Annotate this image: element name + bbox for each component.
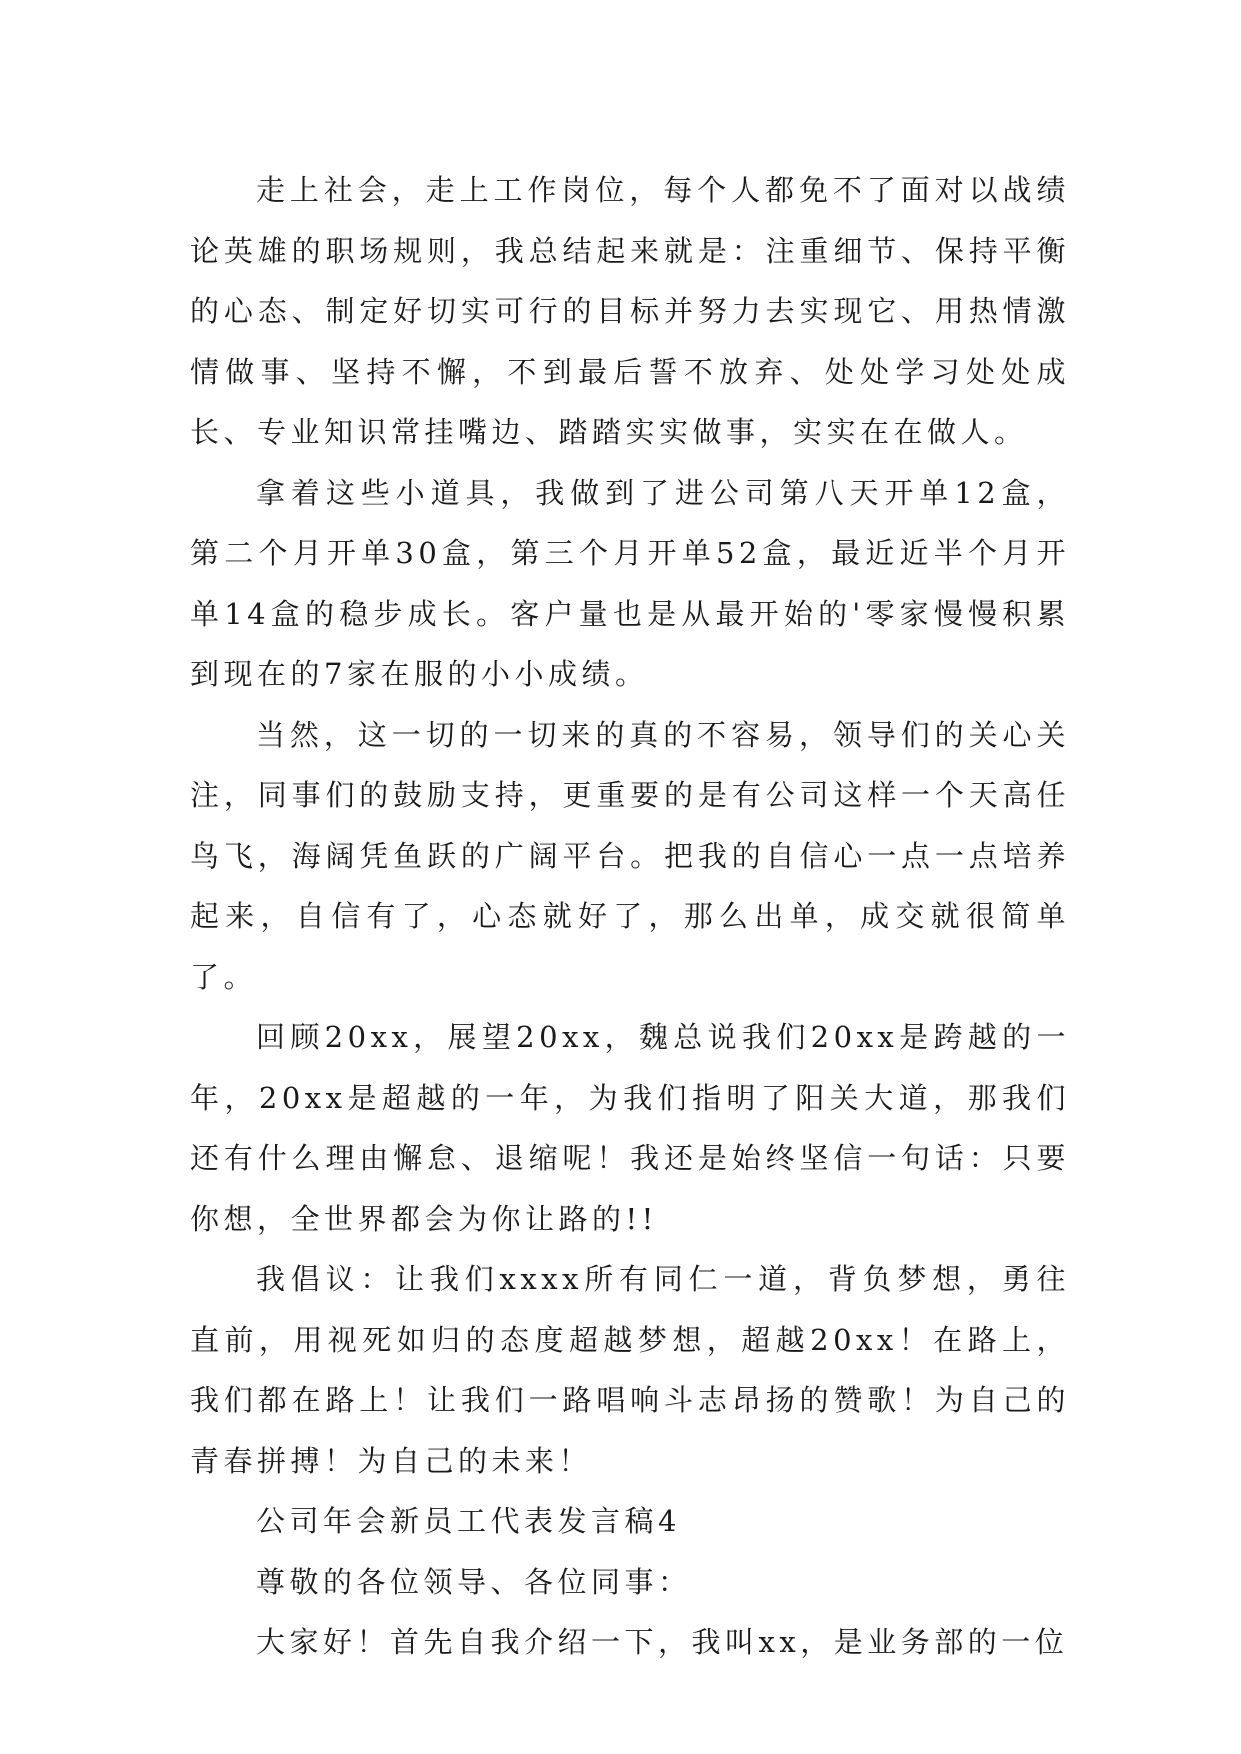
document-page	[190, 160, 1070, 1673]
paragraph-gratitude: 当然，这一切的一切来的真的不容易，领导们的关心关注，同事们的鼓励支持，更重要的是有公司这样一个天高任鸟飞，海阔凭鱼跃的广阔平台。把我的自信心一点一点培养起来，自信有了，心态就好了，那么出单，成交就很简单了。	[190, 717, 1070, 994]
section-heading: 公司年会新员工代表发言稿4	[256, 1504, 681, 1538]
paragraph-review-outlook: 回顾20xx，展望20xx，魏总说我们20xx是跨越的一年，20xx是超越的一年，为我们指明了阳关大道，那我们还有什么理由懈怠、退缩呢！我还是始终坚信一句话：只要你想，全世界都会为你让路的!!	[190, 1020, 1070, 1236]
paragraph-workplace-rules: 走上社会，走上工作岗位，每个人都免不了面对以战绩论英雄的职场规则，我总结起来就是：注重细节、保持平衡的心态、制定好切实可行的目标并努力去实现它、用热情激情做事、坚持不懈，不到最后誓不放弃、处处学习处处成长、专业知识常挂嘴边、踏踏实实做事，实实在在做人。	[190, 173, 1070, 449]
paragraph-proposal: 我倡议：让我们xxxx所有同仁一道，背负梦想，勇往直前，用视死如归的态度超越梦想，超越20xx！在路上，我们都在路上！让我们一路唱响斗志昂扬的赞歌！为自己的青春拼搏！为自己的未来！	[190, 1262, 1070, 1478]
intro-line: 大家好！首先自我介绍一下，我叫xx，是业务部的一位	[256, 1625, 1069, 1659]
salutation-line: 尊敬的各位领导、各位同事：	[256, 1564, 692, 1599]
paragraph-sales-results: 拿着这些小道具，我做到了进公司第八天开单12盒，第二个月开单30盒，第三个月开单52盒，最近近半个月开单14盒的稳步成长。客户量也是从最开始的'零家慢慢积累到现在的7家在服的小小成绩。	[190, 475, 1070, 691]
